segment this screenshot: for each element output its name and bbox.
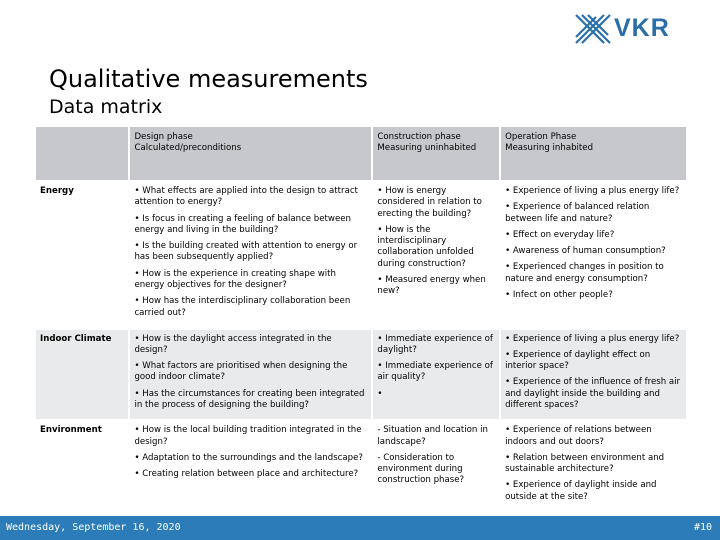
list-item: • Experience of daylight effect on interior space? [505, 349, 651, 372]
list-item: • Has the circumstances for creating been integrated in the process of designing the building? [134, 388, 365, 410]
list-item: • Experience of balanced relation between life and nature? [505, 202, 650, 224]
table-cell [372, 329, 500, 421]
list-item: • Experience of relations between indoors and out doors? [505, 425, 652, 447]
list-item: • Effect on everyday life? [505, 229, 615, 240]
list-item: • Awareness of human consumption? [505, 246, 666, 257]
table-cell [500, 420, 687, 512]
list-item: • Experience of living a plus energy life? [505, 186, 680, 196]
list-item: • Relation between environment and sustainable architecture? [505, 452, 665, 475]
list-item: • How is energy considered in relation to erecting the building? [377, 186, 482, 219]
list-item: • Is the building created with attention to energy or has been subsequently applied? [134, 241, 358, 263]
page-subtitle: Data matrix [49, 96, 163, 118]
list-item: • How has the interdisciplinary collaboration been carried out? [134, 296, 351, 318]
table-cell [129, 329, 372, 421]
list-item: • Infect on other people? [505, 290, 613, 301]
column-header-line: Calculated/preconditions [134, 143, 242, 154]
list-item: • Adaptation to the surroundings and the landscape? [134, 452, 363, 463]
footer-date: Wednesday, September 16, 2020 [6, 522, 181, 533]
header-corner-cell [36, 127, 129, 181]
list-item: • Immediate experience of air quality? [377, 361, 493, 383]
list-item: • How is the daylight access integrated in the design? [134, 333, 332, 355]
column-header-line: Design phase [134, 132, 193, 142]
list-item: • How is the local building tradition integrated in the design? [134, 425, 362, 447]
list-item: • What effects are applied into the design to attract attention to energy? [134, 186, 358, 208]
column-header-line: Measuring uninhabited [377, 143, 477, 154]
column-header-line: Measuring inhabited [505, 143, 594, 154]
row-label: Energy [36, 181, 129, 329]
list-item: • How is the experience in creating shape with energy objectives for the designer? [134, 268, 336, 291]
table-cell [129, 420, 372, 512]
list-item: • Is focus in creating a feeling of balance between energy and living in the building? [134, 213, 351, 235]
list-item: • Experience of living a plus energy life? [505, 333, 680, 344]
list-item: • Experience of the influence of fresh air and daylight inside the building and different spaces? [505, 377, 681, 410]
list-item: • Measured energy when new? [377, 275, 486, 297]
list-item: • [377, 388, 383, 399]
table-row [36, 329, 687, 421]
row-label: Indoor Climate [36, 329, 129, 421]
column-header [129, 127, 372, 181]
row-label: Environment [36, 420, 129, 512]
table-row [36, 181, 687, 329]
table-cell [372, 420, 500, 512]
page-title: Qualitative measurements [49, 65, 368, 93]
page-number: #10 [693, 522, 712, 533]
brand-logo-text: VKR [614, 14, 670, 42]
column-header [372, 127, 500, 181]
table-cell [372, 181, 500, 329]
table-cell [500, 329, 687, 421]
table-cell [500, 181, 687, 329]
list-item: • Creating relation between place and architecture? [134, 469, 359, 480]
list-item: • What factors are prioritised when designing the good indoor climate? [134, 361, 348, 383]
column-header-line: Operation Phase [505, 132, 577, 142]
list-item: • Experience of daylight inside and outside at the site? [505, 480, 657, 502]
table-cell [129, 181, 372, 329]
column-header [500, 127, 687, 181]
list-item: - Situation and location in landscape? [377, 425, 488, 447]
data-matrix-table [36, 127, 688, 513]
list-item: • How is the interdisciplinary collaboration unfolded during construction? [377, 224, 474, 269]
column-header-line: Construction phase [377, 132, 461, 142]
list-item: • Immediate experience of daylight? [377, 333, 493, 355]
table-row [36, 420, 687, 512]
table-header-row [36, 127, 687, 181]
list-item: • Experienced changes in position to nature and energy consumption? [505, 262, 664, 284]
list-item: - Consideration to environment during construction phase? [377, 452, 465, 486]
